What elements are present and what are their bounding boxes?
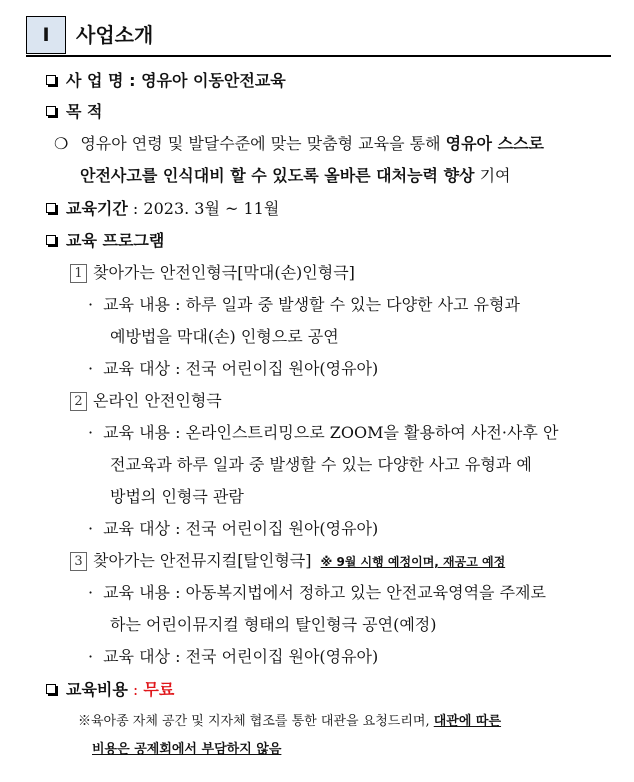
purpose-line-2: 안전사고를 인식대비 할 수 있도록 올바른 대처능력 향상 기여 — [80, 166, 511, 185]
program-item-2-content-cont-2: 방법의 인형극 관람 — [110, 487, 244, 506]
boxed-number-icon: 2 — [70, 392, 87, 411]
program-item-1-content-cont: 예방법을 막대(손) 인형으로 공연 — [110, 327, 339, 346]
checkbox-square-icon — [46, 235, 56, 245]
program-label: 교육 프로그램 — [66, 231, 165, 250]
section-number: I — [42, 24, 50, 46]
purpose-row — [46, 99, 102, 122]
program-item-2-title: 2 온라인 안전인형극 — [70, 388, 222, 411]
section-title: 사업소개 — [76, 23, 154, 47]
period-value: : 2023. 3월 ~ 11월 — [132, 199, 280, 218]
checkbox-square-icon — [46, 684, 56, 694]
program-item-3-target: · 교육 대상 : 전국 어린이집 원아(영유아) — [88, 647, 379, 666]
program-item-3-note: ※ 9월 시행 예정이며, 재공고 예정 — [320, 555, 506, 569]
checkbox-square-icon — [46, 203, 56, 213]
program-item-1-content: · 교육 내용 : 하루 일과 중 발생할 수 있는 다양한 사고 유형과 — [88, 295, 520, 314]
hollow-circle-bullet-icon: ❍ — [54, 134, 69, 153]
program-item-2-content-cont-1: 전교육과 하루 일과 중 발생할 수 있는 다양한 사고 유형과 예 — [110, 455, 532, 474]
section-divider — [26, 55, 611, 57]
purpose-line-1: ❍ 영유아 연령 및 발달수준에 맞는 맞춤형 교육을 통해 영유아 스스로 — [54, 134, 544, 153]
program-row — [46, 228, 164, 251]
boxed-number-icon: 3 — [70, 552, 87, 571]
period-row — [46, 196, 279, 219]
business-name-row — [46, 68, 286, 91]
business-name-label: 사 업 명 : — [66, 71, 136, 90]
program-item-2-content: · 교육 내용 : 온라인스트리밍으로 ZOOM을 활용하여 사전·사후 안 — [88, 423, 559, 442]
footnote-line-2: 비용은 공제회에서 부담하지 않음 — [92, 742, 282, 757]
program-item-1-target: · 교육 대상 : 전국 어린이집 원아(영유아) — [88, 359, 379, 378]
program-item-1-title: 1 찾아가는 안전인형극[막대(손)인형극] — [70, 260, 355, 283]
program-item-2-target: · 교육 대상 : 전국 어린이집 원아(영유아) — [88, 519, 379, 538]
program-item-3-content: · 교육 내용 : 아동복지법에서 정하고 있는 안전교육영역을 주제로 — [88, 583, 546, 602]
cost-value: 무료 — [143, 680, 175, 699]
checkbox-square-icon — [46, 106, 56, 116]
period-label: 교육기간 — [66, 199, 128, 218]
cost-label: 교육비용 — [66, 680, 128, 699]
program-item-3-content-cont: 하는 어린이뮤지컬 형태의 탈인형극 공연(예정) — [110, 615, 437, 634]
footnote-line-1: ※육아종 자체 공간 및 지자체 협조를 통한 대관을 요청드리며, 대관에 따른 — [78, 714, 502, 729]
cost-row: 교육비용 : 무료 — [46, 677, 174, 700]
boxed-number-icon: 1 — [70, 264, 87, 283]
business-name-value: 영유아 이동안전교육 — [141, 71, 286, 90]
purpose-label: 목 적 — [66, 102, 103, 121]
checkbox-square-icon — [46, 75, 56, 85]
program-item-3-title: 3 찾아가는 안전뮤지컬[탈인형극] ※ 9월 시행 예정이며, 재공고 예정 — [70, 548, 505, 571]
